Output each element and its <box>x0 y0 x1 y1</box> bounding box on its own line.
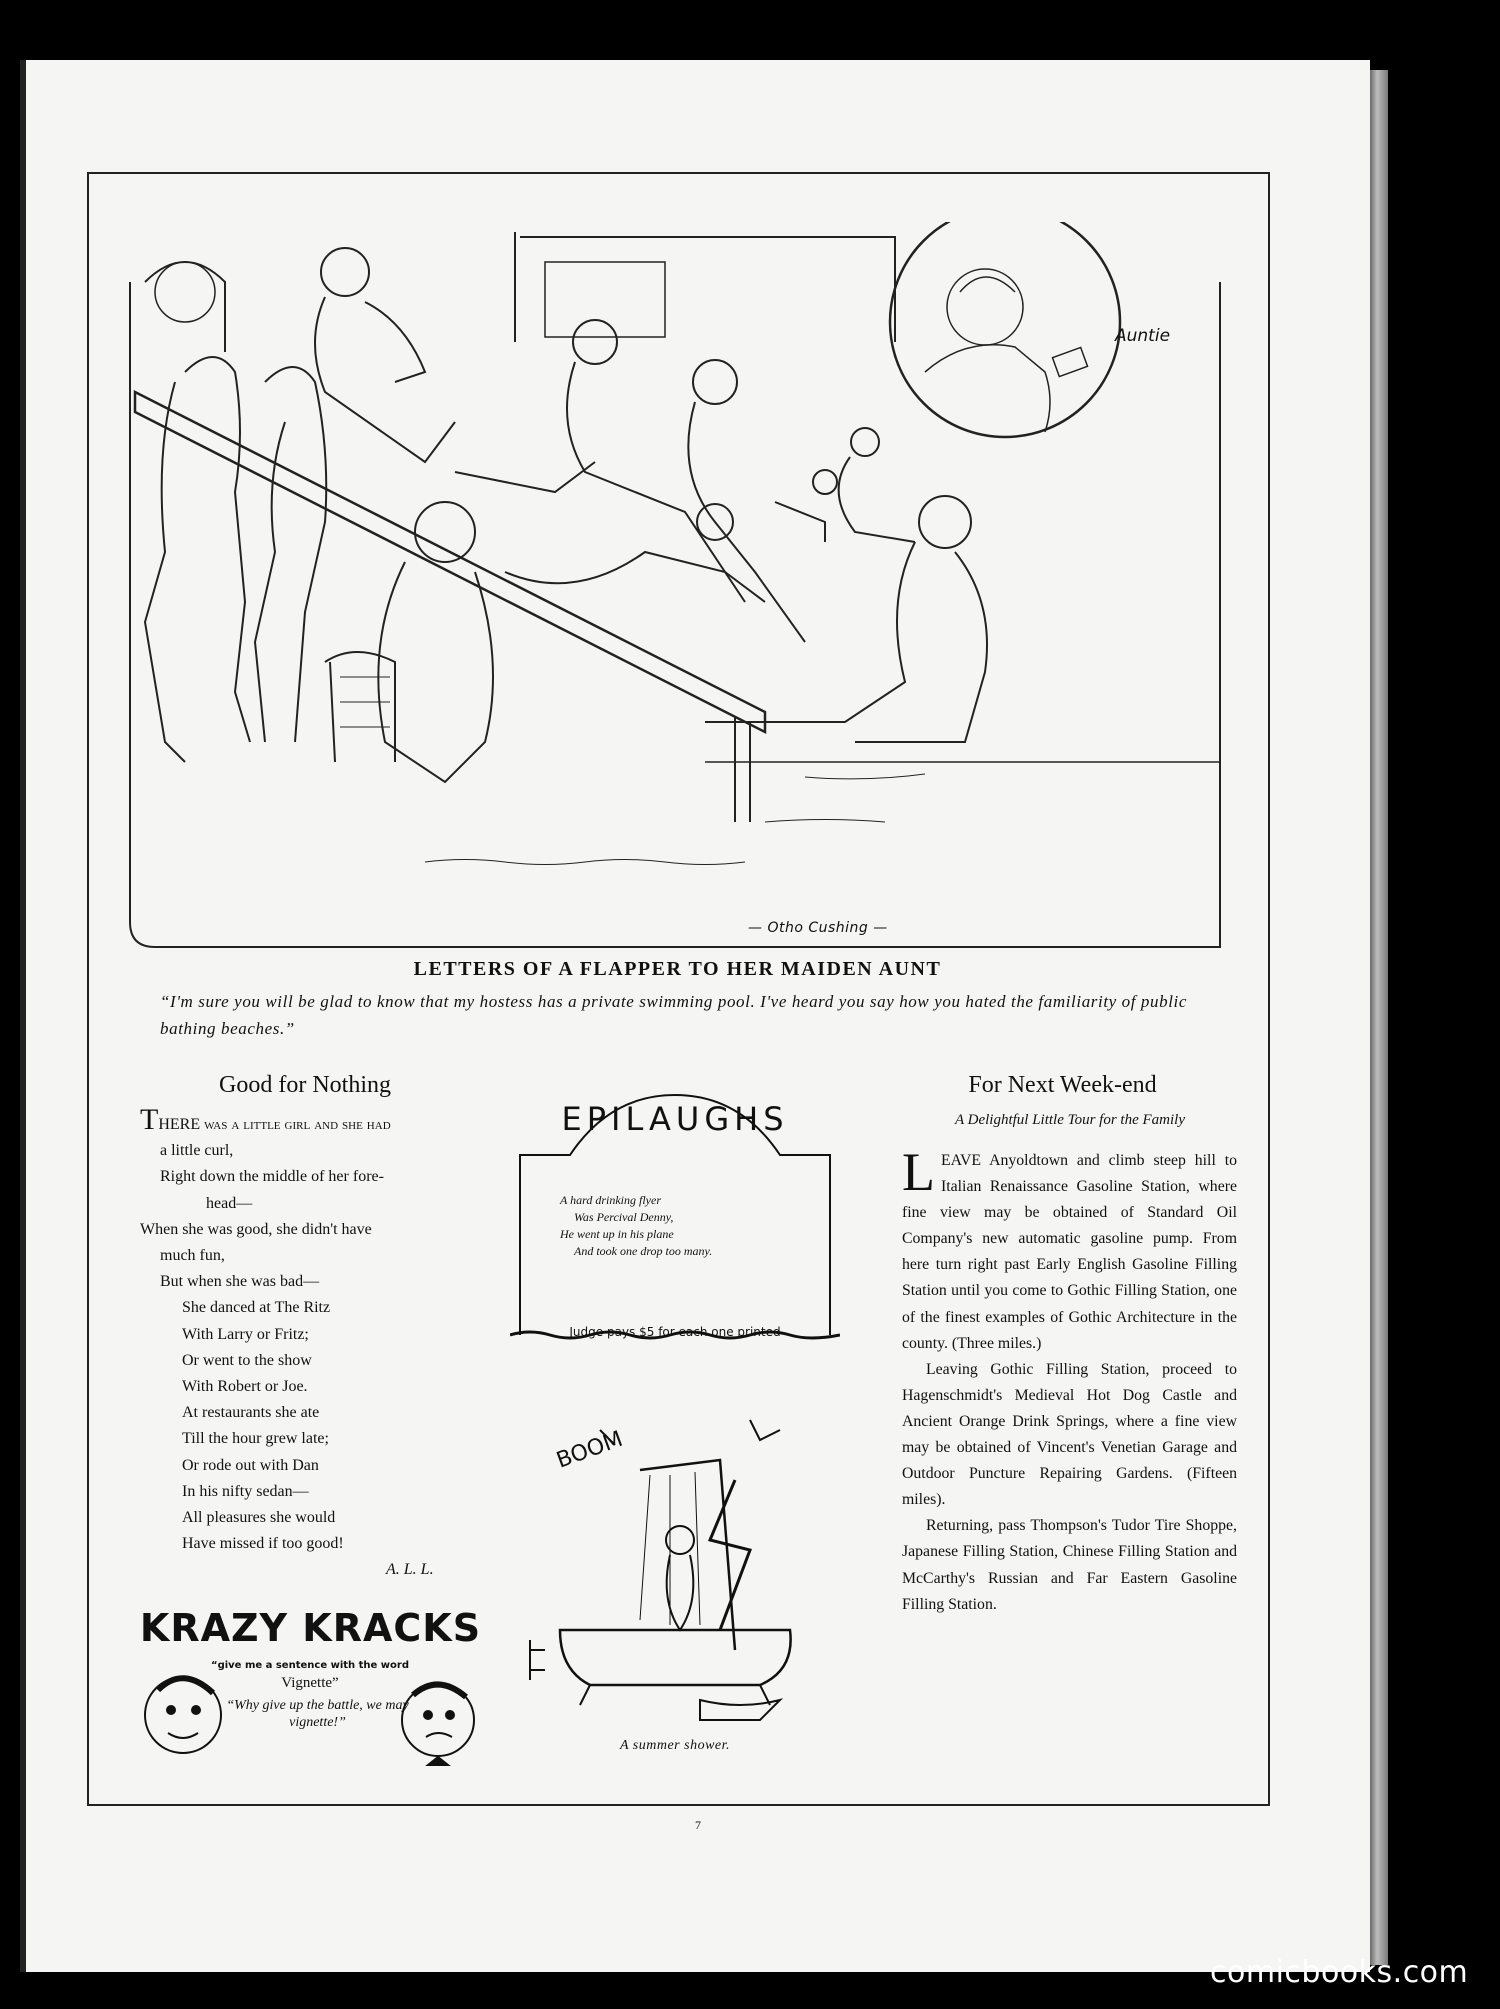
article-subtitle: A Delightful Little Tour for the Family <box>954 1112 1185 1128</box>
poem-line: When she was good, she didn't have <box>140 1220 372 1238</box>
poem-line: Till the hour grew late; <box>182 1430 329 1448</box>
poem-line: Have missed if too good! <box>182 1535 344 1553</box>
poem-drop-cap: T <box>140 1103 159 1136</box>
poem-line: HERE was a little girl and she had <box>158 1116 391 1133</box>
article-paragraph-text: EAVE Anyoldtown and climb steep hill to Italian Renaissance Gasoline Station, where fine view may be obtained of Standard Oil Company's new automatic gasoline pump. From here turn right past Early English Gasoline Filling Station until you come to Gothic Filling Station, one of the finest examples of Gothic Architecture in the county. (Three miles.) <box>902 1152 1237 1352</box>
article-drop-cap: L <box>902 1142 935 1202</box>
poem-line: In his nifty sedan— <box>182 1482 309 1500</box>
epilaughs-line: He went up in his plane <box>560 1227 674 1241</box>
poem-line: With Larry or Fritz; <box>182 1325 309 1343</box>
epilaughs-line: Was Percival Denny, <box>574 1210 674 1224</box>
page-gutter <box>20 60 26 1972</box>
cartoon-caption: “I'm sure you will be glad to know that my hostess has a private swimming pool. I've heard you say how you hated the familiarity of public bathing beaches.” <box>160 992 1188 1038</box>
article-paragraph <box>902 1142 1237 1357</box>
poem-title: Good for Nothing <box>219 1072 391 1098</box>
poem-author: A. L. L. <box>386 1561 434 1579</box>
poem-body <box>140 1103 485 1584</box>
page-number: 7 <box>695 1818 701 1832</box>
krazy-kracks-punchline: “Why give up the battle, we may vignette!” <box>226 1698 409 1730</box>
poem-line: Or rode out with Dan <box>182 1456 319 1474</box>
poem-line: Or went to the show <box>182 1351 312 1369</box>
epilaughs-verse <box>560 1192 840 1260</box>
poem-line: head— <box>206 1194 253 1212</box>
watermark: comicbooks.com <box>1210 1955 1469 1990</box>
epilaughs-line: A hard drinking flyer <box>560 1193 661 1207</box>
epilaughs-footer: Judge pays $5 for each one printed <box>569 1325 781 1339</box>
summer-shower-caption: A summer shower. <box>619 1738 731 1753</box>
summer-shower-cartoon <box>520 1400 830 1730</box>
boom-text: BOOM <box>553 1426 627 1474</box>
poem-line: a little curl, <box>160 1142 234 1160</box>
poem-line: With Robert or Joe. <box>182 1378 308 1396</box>
poem-line: much fun, <box>160 1247 225 1265</box>
illustration-frame <box>130 282 1220 947</box>
krazy-kracks-prompt: “give me a sentence with the word <box>211 1660 409 1671</box>
page-edge <box>1370 70 1388 1965</box>
article-title: For Next Week-end <box>968 1072 1157 1098</box>
poem-line: All pleasures she would <box>182 1509 336 1527</box>
epilaughs-title: EPILAUGHS <box>561 1100 789 1138</box>
poem-line: Right down the middle of her fore- <box>160 1168 384 1186</box>
auntie-label: Auntie <box>1115 326 1171 346</box>
krazy-kracks-title: KRAZY KRACKS <box>139 1606 482 1650</box>
cartoon-title: LETTERS OF A FLAPPER TO HER MAIDEN AUNT <box>413 958 942 980</box>
poem-line: She danced at The Ritz <box>182 1299 331 1317</box>
epilaughs-line: And took one drop too many. <box>574 1244 713 1258</box>
article-paragraph: Returning, pass Thompson's Tudor Tire Shoppe, Japanese Filling Station, Chinese Filling Station and McCarthy's Russian and Far Eastern Gasoline Filling Station. <box>902 1517 1237 1613</box>
poem-line: But when she was bad— <box>160 1273 320 1291</box>
article-paragraph: Leaving Gothic Filling Station, proceed to Hagenschmidt's Medieval Hot Dog Castle and Ancient Orange Drink Springs, where a fine view may be obtained of Vincent's Venetian Garage and Outdoor Puncture Repairing Gardens. (Fifteen miles). <box>902 1360 1237 1509</box>
pool-party-illustration <box>125 222 1230 952</box>
article-body <box>902 1142 1237 1618</box>
artist-signature: — Otho Cushing — <box>748 920 888 936</box>
poem-line: At restaurants she ate <box>182 1404 320 1422</box>
krazy-kracks-word: Vignette” <box>281 1675 339 1691</box>
auntie-medallion <box>890 222 1120 437</box>
